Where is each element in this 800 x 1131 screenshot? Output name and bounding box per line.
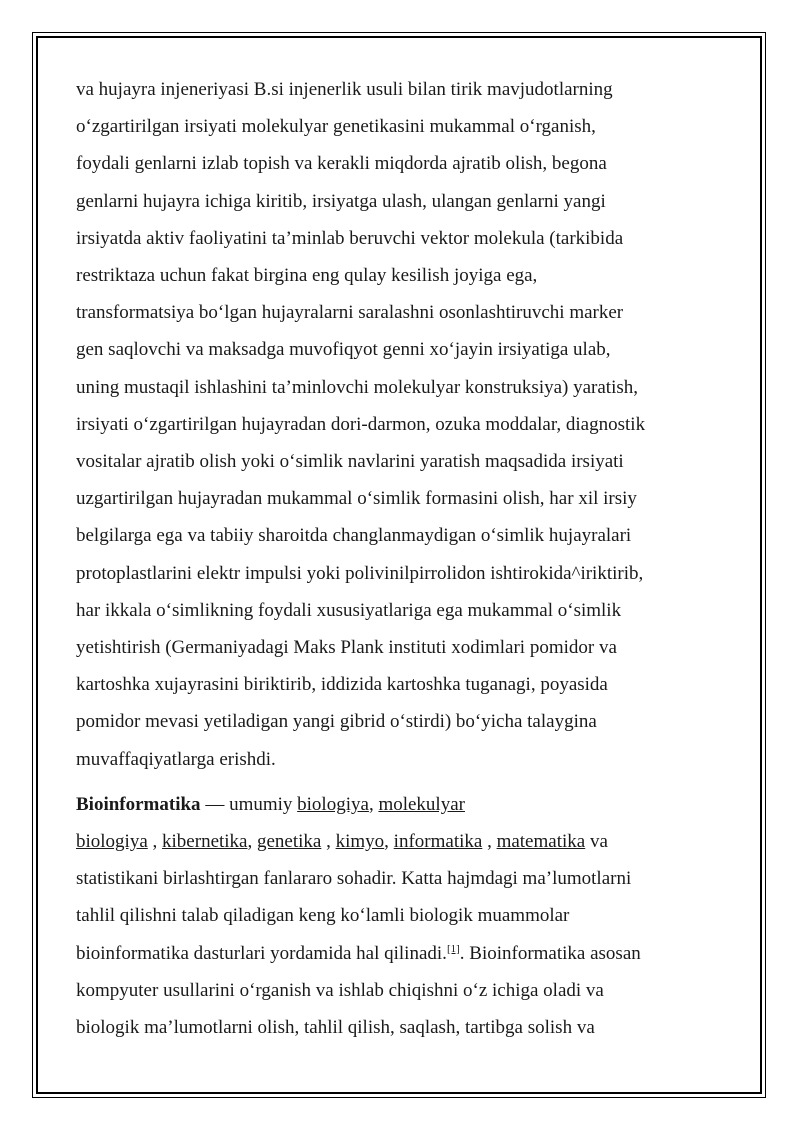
text-line: foydali genlarni izlab topish va kerakli miqdorda ajratib olish, begona	[76, 153, 607, 175]
text-line: genlarni hujayra ichiga kiritib, irsiyatga ulash, ulangan genlarni yangi	[76, 190, 606, 212]
text-fragment: ,	[147, 831, 163, 853]
text-line: restriktaza uchun fakat birgina eng qulay kesilish joyiga ega,	[76, 265, 538, 287]
text-line	[76, 935, 736, 972]
text-line: pomidor mevasi yetiladigan yangi gibrid o‘stirdi) bo‘yicha talaygina	[76, 711, 597, 733]
text-line: transformatsiya bo‘lgan hujayralarni saralashni osonlashtiruvchi marker	[76, 302, 624, 324]
text-line: kartoshka xujayrasini biriktirib, iddizida kartoshka tuganagi, poyasida	[76, 674, 608, 696]
text-fragment: — umumiy	[200, 793, 298, 815]
text-line: gen saqlovchi va maksadga muvofiqyot genni xo‘jayin irsiyatiga ulab,	[76, 339, 611, 361]
link-genetika[interactable]: genetika	[257, 831, 322, 853]
text-fragment: . Bioinformatika asosan	[459, 942, 641, 964]
text-line: statistikani birlashtirgan fanlararo sohadir. Katta hajmdagi ma’lumotlarni	[76, 868, 632, 890]
link-molekulyar-biologiya-part2[interactable]: biologiya	[76, 831, 148, 853]
text-line: yetishtirish (Germaniyadagi Maks Plank instituti xodimlari pomidor va	[76, 637, 617, 659]
link-molekulyar-biologiya-part1[interactable]: molekulyar	[378, 793, 465, 815]
text-line: irsiyatda aktiv faoliyatini ta’minlab beruvchi vektor molekula (tarkibida	[76, 227, 624, 249]
text-line: uzgartirilgan hujayradan mukammal o‘simlik formasini olish, har xil irsiy	[76, 488, 637, 510]
document-body	[76, 71, 736, 1046]
text-line: vositalar ajratib olish yoki o‘simlik navlarini yaratish maqsadida irsiyati	[76, 451, 624, 473]
text-fragment: ,	[482, 831, 497, 853]
text-line: har ikkala o‘simlikning foydali xususiyatlariga ega mukammal o‘simlik	[76, 599, 622, 621]
footnote-reference-link[interactable]: [1]	[446, 942, 460, 955]
text-line	[76, 786, 736, 823]
text-line: muvaffaqiyatlarga erishdi.	[76, 748, 276, 770]
text-line: tahlil qilishni talab qiladigan keng ko‘lamli biologik muammolar	[76, 905, 570, 927]
text-fragment: ,	[384, 831, 394, 853]
text-fragment: ,	[368, 793, 379, 815]
link-kibernetika[interactable]: kibernetika	[162, 831, 248, 853]
text-fragment: va	[585, 831, 608, 853]
text-line	[76, 823, 736, 860]
text-line: belgilarga ega va tabiiy sharoitda changlanmaydigan o‘simlik hujayralari	[76, 525, 632, 547]
link-biologiya[interactable]: biologiya	[297, 793, 369, 815]
paragraph-genetic-engineering	[76, 71, 736, 778]
text-fragment: ,	[247, 831, 257, 853]
term-bioinformatika: Bioinformatika	[76, 793, 201, 815]
link-matematika[interactable]: matematika	[496, 831, 586, 853]
text-line: va hujayra injeneriyasi B.si injenerlik usuli bilan tirik mavjudotlarning	[76, 79, 613, 100]
text-line: biologik ma’lumotlarni olish, tahlil qilish, saqlash, tartibga solish va	[76, 1017, 595, 1039]
link-informatika[interactable]: informatika	[393, 831, 483, 853]
text-line: uning mustaqil ishlashini ta’minlovchi molekulyar konstruksiya) yaratish,	[76, 376, 639, 398]
paragraph-spacing	[76, 778, 736, 786]
text-line: kompyuter usullarini o‘rganish va ishlab chiqishni o‘z ichiga oladi va	[76, 979, 604, 1001]
text-line: irsiyati o‘zgartirilgan hujayradan dori-darmon, ozuka moddalar, diagnostik	[76, 413, 646, 435]
link-kimyo[interactable]: kimyo	[335, 831, 385, 853]
paragraph-bioinformatics	[76, 786, 736, 1046]
text-line: protoplastlarini elektr impulsi yoki polivinilpirrolidon ishtirokida^iriktirib,	[76, 562, 644, 584]
text-fragment: ,	[321, 831, 336, 853]
text-line: o‘zgartirilgan irsiyati molekulyar genetikasini mukammal o‘rganish,	[76, 116, 596, 138]
text-fragment: bioinformatika dasturlari yordamida hal qilinadi.	[76, 942, 447, 964]
